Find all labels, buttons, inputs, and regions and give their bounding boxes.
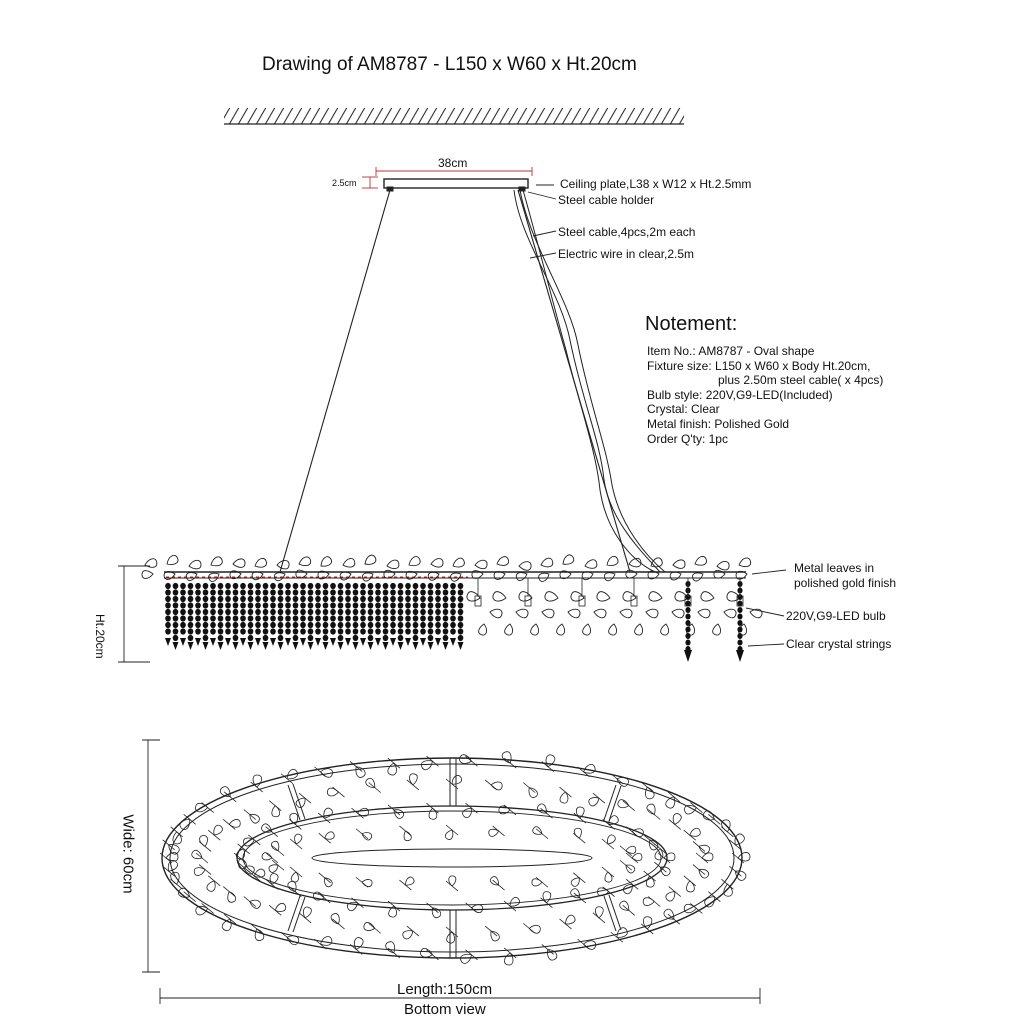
note-metal-finish: Metal finish: Polished Gold	[647, 416, 790, 431]
callout-cable-holder: Steel cable holder	[558, 193, 655, 207]
plate-height-dimension	[362, 177, 378, 188]
callout-electric-wire: Electric wire in clear,2.5m	[558, 247, 695, 261]
height-label: Ht.20cm	[93, 614, 107, 659]
wide-label: Wide: 60cm	[119, 814, 137, 894]
notes-heading: Notement:	[645, 313, 738, 335]
notes-block	[647, 344, 883, 446]
callout-steel-cable: Steel cable,4pcs,2m each	[558, 225, 696, 239]
fixture-side-view	[142, 554, 764, 662]
ceiling-hatch	[224, 108, 684, 124]
note-bulb-style: Bulb style: 220V,G9-LED(Included)	[647, 387, 833, 402]
plate-width-label: 38cm	[438, 156, 468, 170]
note-crystal: Crystal: Clear	[647, 402, 720, 417]
ceiling-plate	[384, 179, 528, 191]
note-item-no: Item No.: AM8787 - Oval shape	[647, 344, 815, 358]
callout-crystal-strings: Clear crystal strings	[786, 637, 892, 651]
plate-height-label: 2.5cm	[332, 178, 357, 188]
fixture-bottom-view	[160, 751, 750, 966]
height-dimension	[118, 566, 150, 662]
length-label: Length:150cm	[397, 981, 493, 998]
callout-bulb: 220V,G9-LED bulb	[786, 609, 886, 623]
wide-dimension	[142, 740, 160, 972]
drawing-title: Drawing of AM8787 - L150 x W60 x Ht.20cm	[262, 54, 637, 75]
callout-ceiling-plate: Ceiling plate,L38 x W12 x Ht.2.5mm	[560, 177, 752, 191]
note-fixture-size-cont: plus 2.50m steel cable( x 4pcs)	[718, 373, 884, 388]
callout-metal-leaves-1: Metal leaves in	[794, 561, 875, 575]
note-order-qty: Order Q'ty: 1pc	[647, 431, 728, 446]
note-fixture-size: Fixture size: L150 x W60 x Body Ht.20cm,	[647, 358, 871, 373]
callout-metal-leaves-2: polished gold finish	[794, 576, 897, 590]
view-label: Bottom view	[404, 1001, 486, 1018]
